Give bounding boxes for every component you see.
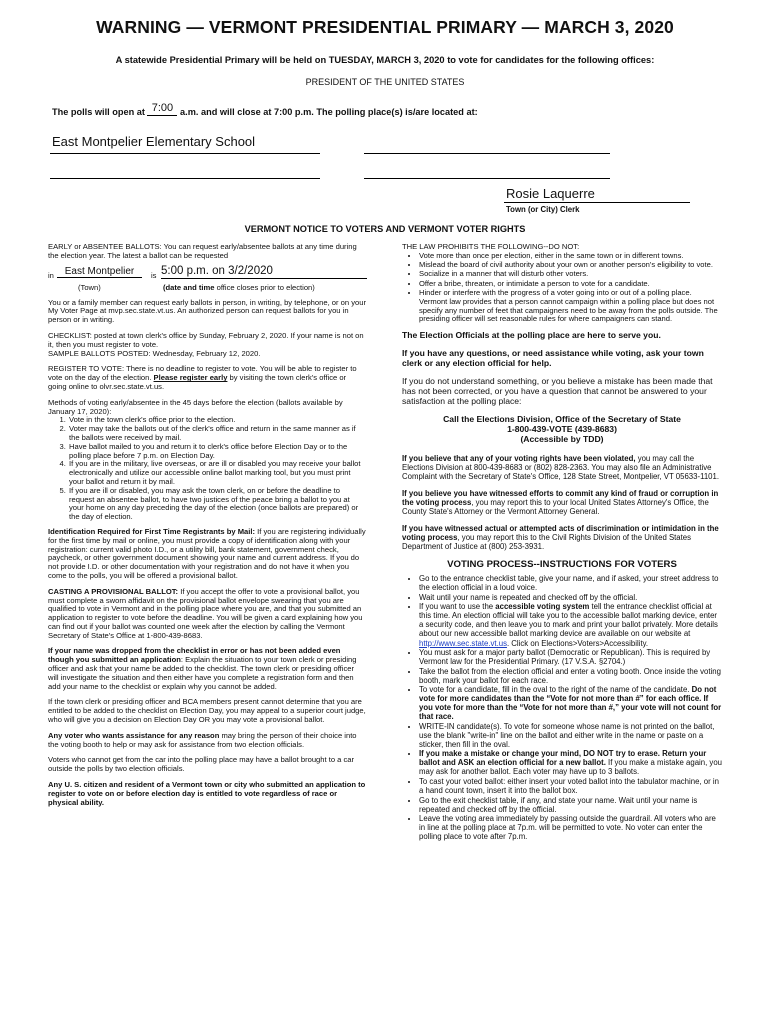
call-phone: 1-800-439-VOTE (439-8683) bbox=[507, 423, 617, 434]
town-caption: (Town) bbox=[78, 282, 101, 292]
register-text bbox=[48, 365, 366, 391]
list-item: • Go to the exit checklist table, if any, and state your name. Wait until your name is repeated and checked off by the official. bbox=[419, 796, 722, 814]
methods-list bbox=[48, 416, 366, 522]
polling-place-field: East Montpelier Elementary School bbox=[52, 134, 256, 149]
list-item: • Take the ballot from the election official and enter a voting booth. Once inside the voting booth, mark your ballot for each race. bbox=[419, 667, 722, 685]
dropped-heading: If your name was dropped from the checklist in error or has not been added even though you submitted an application bbox=[48, 646, 341, 665]
accessible-text-d: . Click on Elections>Voters>Accessibility. bbox=[506, 638, 649, 648]
list-item: • Wait until your name is repeated and checked off by the official. bbox=[419, 593, 722, 602]
right-column bbox=[402, 243, 722, 847]
mistake-text: If you do not understand something, or you believe a mistake has been made that has not been corrected, or you have a question that cannot be answered to your satisfaction at the polling place: bbox=[402, 376, 713, 407]
prohibits-list bbox=[402, 252, 722, 324]
discrimination-heading: If you have witnessed actual or attempted acts of discrimination or intimidation in the voting process bbox=[402, 524, 719, 543]
assistance-body: may bring the person of their choice into the voting booth to help or may ask for assistance from two election officials. bbox=[48, 730, 357, 749]
discrimination-body: , you may report this to the Civil Rights Division of the United States Department of Justice at (800) 253-3931. bbox=[402, 533, 692, 552]
methods-intro: Methods of voting early/absentee in the 45 days before the election (ballots available by January 17, 2020): bbox=[48, 397, 343, 416]
clerk-label: Town (or City) Clerk bbox=[506, 205, 580, 214]
list-item: • Offer a bribe, threaten, or intimidate a person to vote for a candidate. bbox=[419, 280, 722, 289]
town-field: East Montpelier bbox=[57, 266, 142, 279]
polling-place-line-1a bbox=[50, 153, 320, 154]
clerk-name: Rosie Laquerre bbox=[506, 186, 595, 201]
office-name: PRESIDENT OF THE UNITED STATES bbox=[305, 77, 465, 87]
absentee-deadline-row bbox=[48, 263, 366, 293]
list-item: 3. Have ballot mailed to you and return it to clerk's office before Election Day or to the polling place before 7 p.m. on Election Day. bbox=[68, 443, 366, 461]
register-text-c: by visiting the town clerk's office or going online to olvr.sec.state.vt.us. bbox=[48, 373, 347, 391]
questions-text: If you have any questions, or need assistance while voting, ask your town clerk or any election official for help. bbox=[402, 348, 704, 369]
id-required-text bbox=[48, 528, 366, 581]
id-required-body: If you are registering individually for the first time by mail or online, you must provide a copy of identification along with your registration: current valid photo I.D., or a utility bill, bank statement, government check, paycheck, or other government document showing your name and current address. If you do not provide I.D. or other documentation with your registration and do not have it when you come to the polls, you will be offered a provisional ballot. bbox=[48, 526, 366, 580]
list-item: • Leave the voting area immediately by passing outside the guardrail. All voters who are in line at the polling place at 7p.m. will be permitted to vote. No voter can enter the polling place to vote after 7p.m. bbox=[419, 814, 722, 841]
register-early-emphasis: Please register early bbox=[153, 373, 228, 383]
register-text-a: REGISTER TO VOTE: There is no deadline to register to vote. You will be able to register to vote on the day of the election. bbox=[48, 364, 357, 383]
in-label: in bbox=[48, 270, 54, 280]
fraud-heading: If you believe you have witnessed efforts to commit any kind of fraud or corruption in the voting process bbox=[402, 488, 719, 508]
overvote-warning: Do not vote for more candidates than the “Vote for not more than #” for each office. If you vote for more than the “Vote for not more than #,” your vote will not count for that race. bbox=[419, 685, 722, 722]
accessible-text-c: tell the entrance checklist official at this time. An election official will take you to the accessible ballot marking device, enter a security code, and then leave you to mark and print your ballot privately. More details about our new accessible ballot marking device are available on our website at bbox=[419, 602, 718, 639]
list-item: 5. If you are ill or disabled, you may ask the town clerk, on or before the deadline to request an absentee ballot, to have two justices of the peace bring a ballot to you at your home on any day preceding the day of the election (once ballots are prepared) or the day of election. bbox=[68, 487, 366, 522]
polling-place-line-2a bbox=[50, 178, 320, 179]
car-text: Voters who cannot get from the car into the polling place may have a ballot brought to a car outside the polls by two election officials. bbox=[48, 755, 355, 774]
left-column bbox=[48, 243, 366, 814]
polling-place-line-2b bbox=[364, 178, 610, 179]
list-item: 4. If you are in the military, live overseas, or are ill or disabled you may receive your ballot electronically and utilize our accessible online ballot marking tool, but you must print your ballot and return it by mail. bbox=[68, 460, 366, 486]
document-title: WARNING — VERMONT PRESIDENTIAL PRIMARY — MARCH 3, 2020 bbox=[96, 17, 674, 37]
list-item bbox=[419, 749, 722, 776]
polling-place-line-1b bbox=[364, 153, 610, 154]
citizen-text: Any U. S. citizen and resident of a Vermont town or city who submitted an application to register to vote on or before election day is entitled to vote regardless of race or physical ability. bbox=[48, 780, 366, 807]
officials-serve-text: The Election Officials at the polling place are here to serve you. bbox=[402, 330, 661, 341]
voting-process-list bbox=[402, 574, 722, 841]
call-elections-block bbox=[402, 415, 722, 445]
sos-website-link[interactable]: http://www.sec.state.vt.us bbox=[419, 638, 507, 648]
mistake-ballots-text: If you make a mistake again, you may ask for another ballot. Each voter may have up to 3 ballots. bbox=[419, 758, 723, 777]
provisional-heading: CASTING A PROVISIONAL BALLOT: bbox=[48, 586, 179, 596]
list-item: • Socialize in a manner that will disturb other voters. bbox=[419, 270, 722, 279]
bca-text: If the town clerk or presiding officer and BCA members present cannot determine that you are entitled to be added to the checklist on Election Day, you may appeal to a superior court judge, who will give you a decision on Election Day OR you may vote a provisional ballot. bbox=[48, 697, 366, 725]
list-item: • Mislead the board of civil authority about your own or another person's eligibility to vote. bbox=[419, 261, 722, 270]
checklist-block bbox=[48, 332, 366, 358]
list-item: • Vote more than once per election, either in the same town or in different towns. bbox=[419, 252, 722, 261]
dropped-body: : Explain the situation to your town clerk or presiding officer and ask that your name be added to the checklist. The town clerk or presiding officer will investigate the situation and then either have you complete a registration form and then add your name to the checklist or explain why you cannot be added. bbox=[48, 655, 357, 691]
polls-hours bbox=[52, 102, 752, 120]
date-caption-bold: (date and time bbox=[163, 282, 215, 292]
list-item: • WRITE-IN candidate(s). To vote for someone whose name is not printed on the ballot, use the blank "write-in" line on the ballot and either write in the name or paste on a sticker, then fill in the oval. bbox=[419, 722, 722, 749]
list-item: 2. Voter may take the ballots out of the clerk's office and return in the same manner as if the ballots were received by mail. bbox=[68, 425, 366, 443]
call-line-1: Call the Elections Division, Office of the Secretary of State bbox=[443, 413, 681, 424]
list-item: 1. Vote in the town clerk's office prior to the election. bbox=[68, 416, 366, 425]
accessible-text-a: If you want to use the bbox=[419, 602, 496, 612]
accessible-system-emphasis: accessible voting system bbox=[495, 602, 590, 612]
intro-text: A statewide Presidential Primary will be held on TUESDAY, MARCH 3, 2020 to vote for candidates for the following offices: bbox=[115, 55, 655, 65]
list-item: • Hinder or interfere with the progress of a voter going into or out of a polling place. Vermont law provides that a person cannot campaign within a polling place but does not specify any number of feet that campaigners need to be away from the polls outside. The presiding officer will set reasonable rules for where campaigners can stand. bbox=[419, 289, 722, 324]
polls-open-label: The polls will open at bbox=[52, 107, 145, 117]
notice-heading: VERMONT NOTICE TO VOTERS AND VERMONT VOTER RIGHTS bbox=[244, 224, 526, 234]
violated-body: you may call the Elections Division at 800-439-8683 or (802) 828-2363. You may also file an Administrative Complaint with the Secretary of State's Office, 128 State Street, Montpelier, VT 05633-1101. bbox=[402, 453, 720, 481]
fraud-text bbox=[402, 489, 722, 516]
date-caption bbox=[163, 284, 315, 293]
provisional-body: If you accept the offer to vote a provisional ballot, you must complete a sworn affidavit on the provisional ballot envelope swearing that you are qualified to vote in Vermont and in the polling place where you are, and that you submitted an application to register to vote before the deadline. You will be given a card explaining how you can find out if your ballot was counted one week after the election by calling the Vermont Secretary of State's Office at 1-800-439-8683. bbox=[48, 586, 363, 640]
early-ballots-text: EARLY or ABSENTEE BALLOTS: You can request early/absentee ballots at any time during the election year. The latest a ballot can be requested bbox=[48, 242, 357, 260]
assistance-heading: Any voter who wants assistance for any reason bbox=[48, 730, 220, 740]
polls-close-label: a.m. and will close at 7:00 p.m. The polling place(s) is/are located at: bbox=[180, 107, 478, 117]
discrimination-text bbox=[402, 524, 722, 551]
list-item bbox=[419, 602, 722, 647]
call-tdd: (Accessible by TDD) bbox=[520, 433, 604, 444]
deadline-field: 5:00 p.m. on 3/2/2020 bbox=[161, 265, 367, 279]
dropped-text bbox=[48, 647, 366, 691]
vote-oval-text: To vote for a candidate, fill in the oval to the right of the name of the candidate. bbox=[419, 685, 692, 695]
id-required-heading: Identification Required for First Time Registrants by Mail: bbox=[48, 526, 256, 536]
mistake-warning: If you make a mistake or change your mind, DO NOT try to erase. Return your ballot and ASK an election official for a new ballot. bbox=[419, 749, 707, 768]
provisional-text bbox=[48, 588, 366, 641]
prohibits-heading: THE LAW PROHIBITS THE FOLLOWING--DO NOT: bbox=[402, 242, 580, 251]
list-item: • You must ask for a major party ballot (Democratic or Republican). This is required by Vermont law for the Presidential Primary. (17 V.S.A. §2704.) bbox=[419, 648, 722, 666]
family-request-text: You or a family member can request early ballots in person, in writing, by telephone, or on your My Voter Page at mvp.sec.state.vt.us. An authorized person can request ballots for you in person or in writing. bbox=[48, 297, 366, 325]
list-item: • To cast your voted ballot: either insert your voted ballot into the tabulator machine, or in a hand count town, insert it into the ballot box. bbox=[419, 777, 722, 795]
assistance-text bbox=[48, 732, 366, 750]
violated-heading: If you believe that any of your voting rights have been violated, bbox=[402, 453, 636, 463]
clerk-signature-line bbox=[504, 202, 690, 203]
open-time-field: 7:00 bbox=[147, 102, 177, 116]
date-caption-rest: office closes prior to election) bbox=[214, 282, 315, 292]
violated-text bbox=[402, 454, 722, 481]
fraud-body: , you may report this to your local United States Attorney's Office, the County State's Attorney or the Vermont Attorney General. bbox=[402, 498, 709, 517]
list-item: • Go to the entrance checklist table, give your name, and if asked, your street address to the election official in a loud voice. bbox=[419, 574, 722, 592]
voting-process-heading: VOTING PROCESS--INSTRUCTIONS FOR VOTERS bbox=[447, 559, 677, 571]
list-item bbox=[419, 685, 722, 721]
checklist-text: CHECKLIST: posted at town clerk's office by Sunday, February 2, 2020. If your name is not on it, then you must register to vote. bbox=[48, 330, 364, 349]
sample-ballots-text: SAMPLE BALLOTS POSTED: Wednesday, February 12, 2020. bbox=[48, 348, 261, 358]
is-label: is bbox=[151, 270, 157, 280]
